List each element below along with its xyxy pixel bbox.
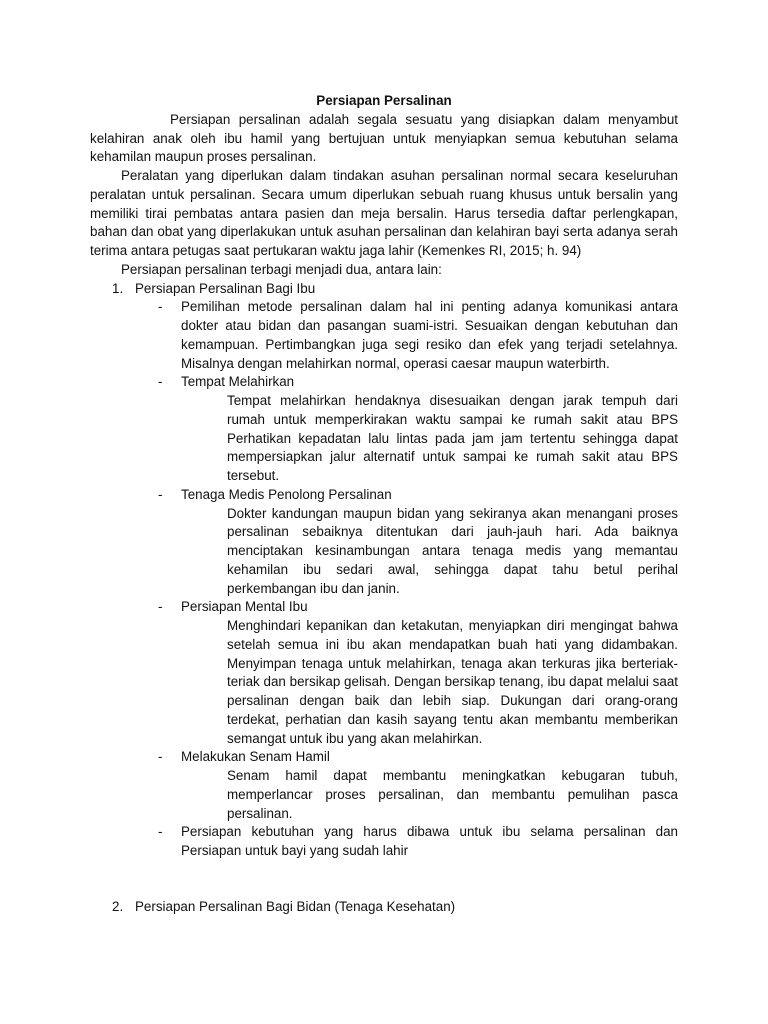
section-heading-text: Persiapan Persalinan Bagi Ibu [135,280,316,296]
list-item-tempat [90,373,678,392]
document-title: Persiapan Persalinan [316,93,452,108]
list-item-kebutuhan [90,823,678,861]
dash-bullet: - [158,749,163,765]
dash-bullet: - [158,299,163,315]
dash-bullet: - [158,599,163,615]
section-spacer [90,861,678,898]
document-body [90,92,678,917]
section-2-heading [90,898,678,917]
list-item-detail-mental: Menghindari kepanikan dan ketakutan, menyiapkan diri mengingat bahwa setelah semua ini ibu akan mendapatkan buah hati yang didambakan. Menyimpan tenaga untuk melahirkan, tenaga akan terkuras jika berteriak-teriak dan bersikap gelisah. Dengan bersikap tenang, ibu dapat melalui saat persalinan dengan baik dan lebih siap. Dukungan dari orang-orang terdekat, perhatian dan kasih sayang tentu akan membantu memberikan semangat untuk ibu yang akan melahirkan. [227,618,678,746]
list-item-detail-senam: Senam hamil dapat membantu meningkatkan kebugaran tubuh, memperlancar proses persalinan, dan membantu pemulihan pasca persalinan. [227,768,678,821]
list-item-text: Persiapan kebutuhan yang harus dibawa untuk ibu selama persalinan dan Persiapan untuk bayi yang sudah lahir [181,824,678,858]
section-number: 2. [112,898,124,914]
list-item-text: Persiapan Mental Ibu [181,599,308,615]
list-item-detail-tenaga-medis: Dokter kandungan maupun bidan yang sekiranya akan menangani proses persalinan sebaiknya ditentukan dari jauh-jauh hari. Ada baiknya menciptakan kesinambungan antara tenaga medis yang memantau kehamilan ibu sedari awal, sehingga dapat tahu betul perihal perkembangan ibu dan janin. [227,505,678,596]
list-item-text: Tenaga Medis Penolong Persalinan [181,486,392,502]
list-item-detail-tempat: Tempat melahirkan hendaknya disesuaikan dengan jarak tempuh dari rumah untuk memperkirakan waktu sampai ke rumah sakit atau BPS Perhatikan kepadatan lalu lintas pada jam jam tertentu sehingga dapat mempersiapkan jalur alternatif untuk sampai ke rumah sakit atau BPS tersebut. [227,393,678,483]
list-item-tenaga-medis [90,486,678,505]
list-item-text: Tempat Melahirkan [181,374,295,390]
list-item-senam [90,748,678,767]
list-item-mental [90,598,678,617]
section-1-heading [90,280,678,299]
division-paragraph: Persiapan persalinan terbagi menjadi dua, antara lain: [121,261,442,277]
list-item-metode [90,298,678,373]
list-item-text: Melakukan Senam Hamil [181,749,330,765]
dash-bullet: - [158,374,163,390]
equipment-paragraph: Peralatan yang diperlukan dalam tindakan asuhan persalinan normal secara keseluruhan peralatan untuk persalinan. Secara umum diperlukan sebuah ruang khusus untuk bersalin yang memiliki tirai pembatas antara pasien dan meja bersalin. Harus tersedia daftar perlengkapan, bahan dan obat yang diperlakukan untuk asuhan persalinan dan kelahiran bayi serta adanya serah terima antara petugas saat pertukaran waktu jaga lahir (Kemenkes RI, 2015; h. 94) [90,168,678,258]
list-item-text: Pemilihan metode persalinan dalam hal ini penting adanya komunikasi antara dokter atau bidan dan pasangan suami-istri. Sesuaikan dengan kebutuhan dan kemampuan. Pertimbangkan juga segi resiko dan efek yang terjadi setelahnya. Misalnya dengan melahirkan normal, operasi caesar maupun waterbirth. [181,299,678,371]
intro-paragraph: Persiapan persalinan adalah segala sesuatu yang disiapkan dalam menyambut kelahiran anak oleh ibu hamil yang bertujuan untuk menyiapkan semua kebutuhan selama kehamilan maupun proses persalinan. [90,111,678,165]
dash-bullet: - [158,824,163,840]
section-number: 1. [112,280,124,296]
dash-bullet: - [158,486,163,502]
section-heading-text: Persiapan Persalinan Bagi Bidan (Tenaga Kesehatan) [135,898,456,914]
